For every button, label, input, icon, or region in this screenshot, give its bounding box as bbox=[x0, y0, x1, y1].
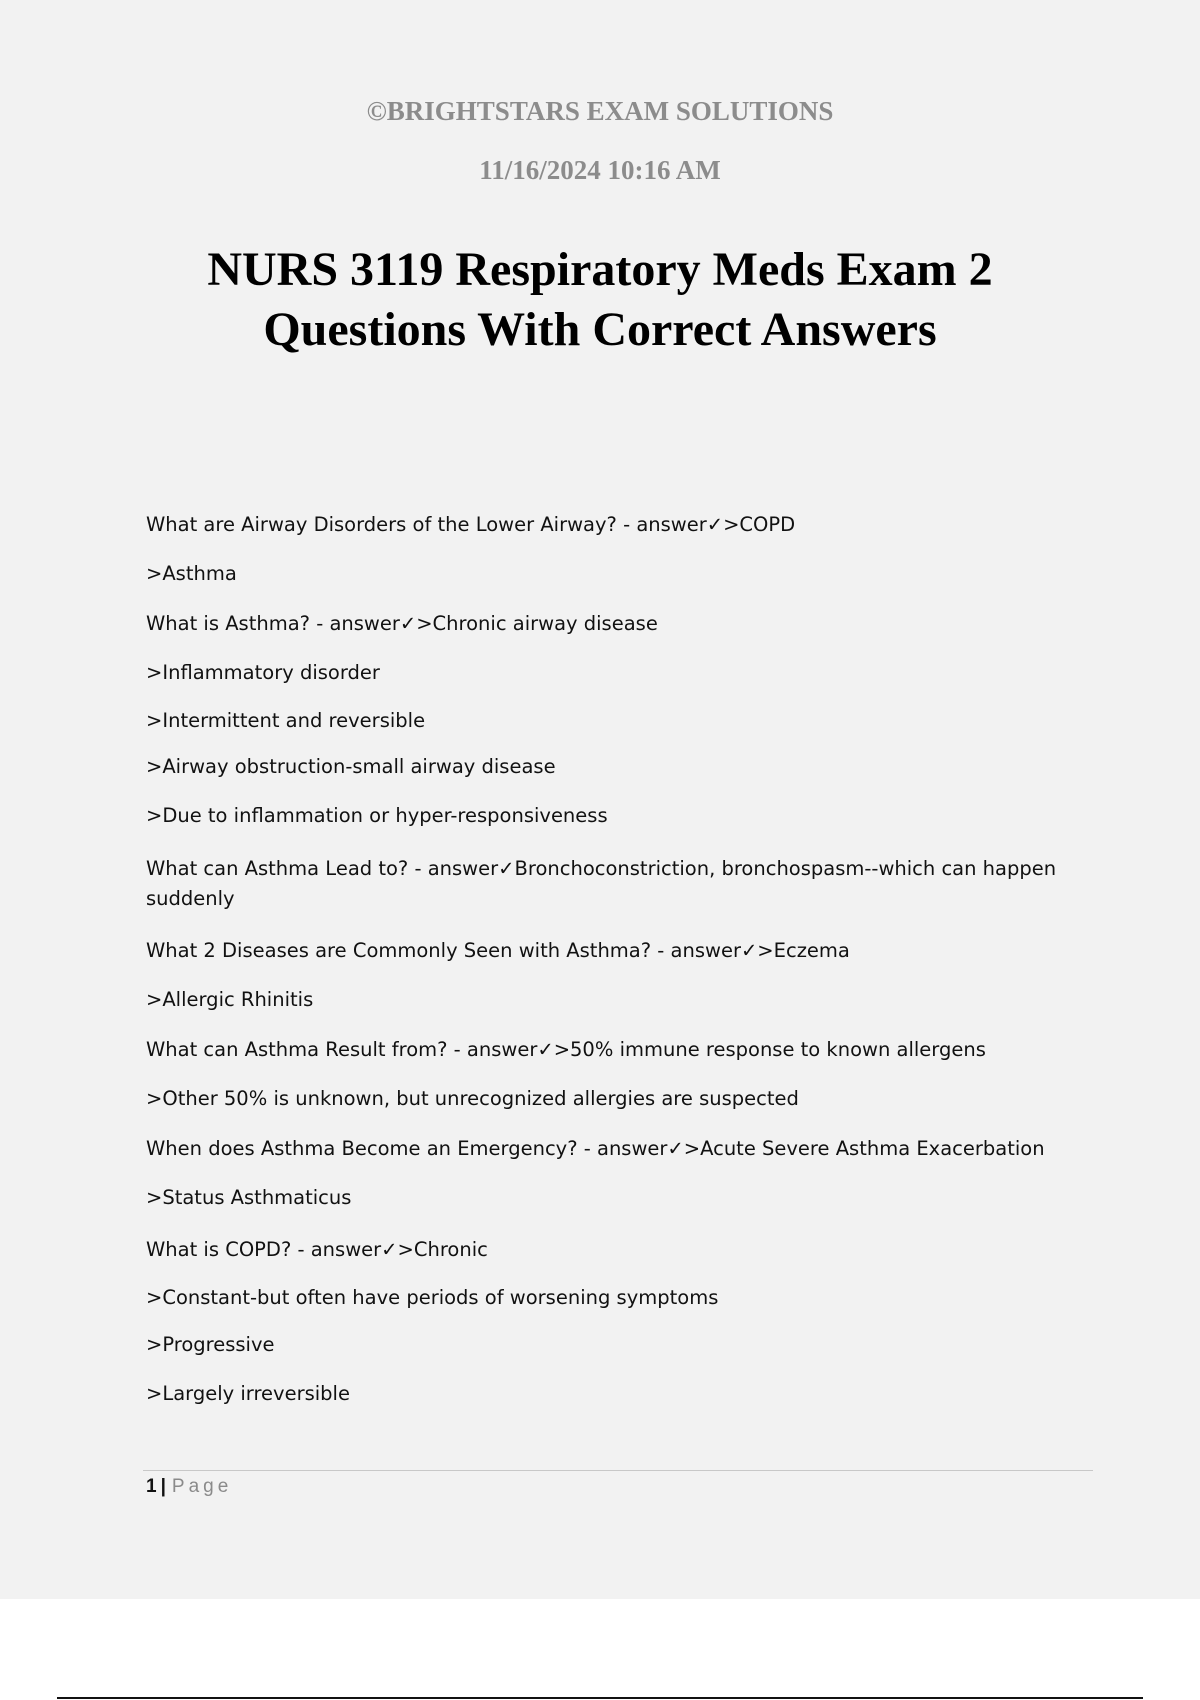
page-label: Page bbox=[171, 1476, 233, 1497]
qa-paragraph: >Inflammatory disorder bbox=[146, 661, 380, 684]
bottom-border-line bbox=[57, 1697, 1143, 1699]
page-number: 1 bbox=[146, 1476, 157, 1497]
qa-paragraph: >Largely irreversible bbox=[146, 1382, 350, 1405]
qa-paragraph: >Other 50% is unknown, but unrecognized allergies are suspected bbox=[146, 1087, 799, 1110]
title-line-2: Questions With Correct Answers bbox=[263, 303, 937, 356]
footer-separator: | bbox=[160, 1476, 166, 1497]
page-footer bbox=[146, 1476, 232, 1498]
qa-paragraph: >Asthma bbox=[146, 562, 237, 585]
qa-paragraph: >Airway obstruction-small airway disease bbox=[146, 755, 556, 778]
qa-paragraph: What can Asthma Result from? - answer✓>50% immune response to known allergens bbox=[146, 1038, 986, 1061]
footer-divider bbox=[143, 1470, 1093, 1471]
qa-paragraph: What can Asthma Lead to? - answer✓Bronchoconstriction, bronchospasm--which can happen suddenly bbox=[146, 857, 1063, 910]
qa-paragraph: What are Airway Disorders of the Lower Airway? - answer✓>COPD bbox=[146, 513, 796, 536]
qa-paragraph: >Status Asthmaticus bbox=[146, 1186, 352, 1209]
qa-paragraph: >Due to inflammation or hyper-responsiveness bbox=[146, 804, 608, 827]
qa-paragraph: What 2 Diseases are Commonly Seen with Asthma? - answer✓>Eczema bbox=[146, 939, 850, 962]
copyright-header: ©BRIGHTSTARS EXAM SOLUTIONS bbox=[366, 96, 834, 126]
qa-paragraph: >Constant-but often have periods of worsening symptoms bbox=[146, 1286, 719, 1309]
qa-paragraph: >Allergic Rhinitis bbox=[146, 988, 314, 1011]
timestamp-header: 11/16/2024 10:16 AM bbox=[479, 155, 721, 185]
qa-paragraph: What is COPD? - answer✓>Chronic bbox=[146, 1238, 488, 1261]
title-line-1: NURS 3119 Respiratory Meds Exam 2 bbox=[207, 243, 993, 296]
qa-paragraph: What is Asthma? - answer✓>Chronic airway disease bbox=[146, 612, 658, 635]
qa-paragraph: >Progressive bbox=[146, 1333, 275, 1356]
qa-paragraph: When does Asthma Become an Emergency? - answer✓>Acute Severe Asthma Exacerbation bbox=[146, 1137, 1045, 1160]
document-title bbox=[0, 240, 1200, 360]
qa-paragraph: >Intermittent and reversible bbox=[146, 709, 426, 732]
